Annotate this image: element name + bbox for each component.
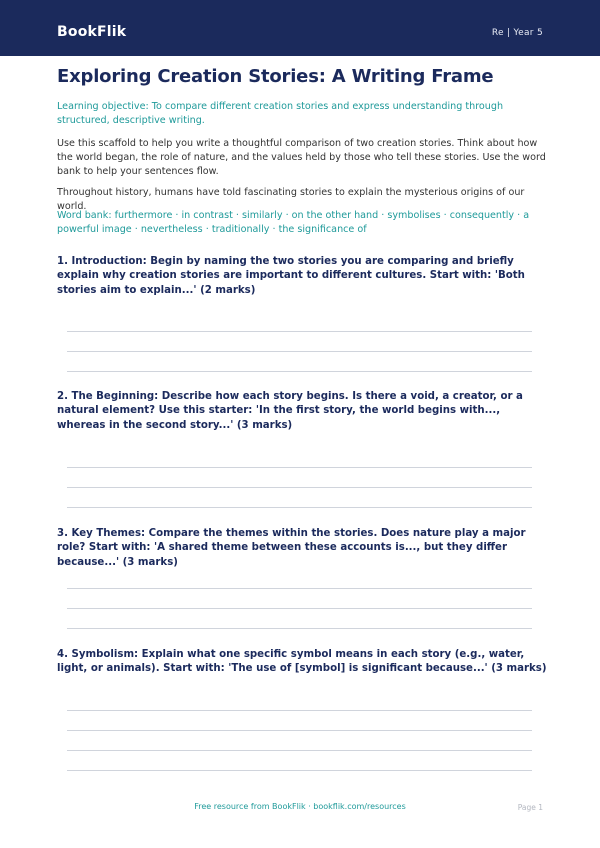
- question-4: 4. Symbolism: Explain what one specific symbol means in each story (e.g., water, light, or animals). Start with: 'The use of [symbol] is significant because...' (3 marks): [57, 649, 547, 675]
- answer-line[interactable]: [67, 371, 532, 372]
- answer-line[interactable]: [67, 331, 532, 332]
- page-title: Exploring Creation Stories: A Writing Frame: [57, 66, 494, 87]
- answer-line[interactable]: [67, 351, 532, 352]
- question-2: 2. The Beginning: Describe how each story begins. Is there a void, a creator, or a natural element? Use this starter: 'In the first story, the world begins with..., whereas in the second story...' (3 marks): [57, 391, 523, 431]
- question-1: 1. Introduction: Begin by naming the two stories you are comparing and briefly explain why creation stories are important to different cultures. Start with: 'Both stories aim to explain...' (2 marks): [57, 256, 525, 296]
- answer-line[interactable]: [67, 770, 532, 771]
- instructions-text: Use this scaffold to help you write a thoughtful comparison of two creation stories. Think about how the world began, the role of nature, and the values held by those who tell these stories. Use the word bank to help your sentences flow.: [57, 138, 546, 177]
- answer-line[interactable]: [67, 588, 532, 589]
- page-number: Page 1: [517, 803, 543, 812]
- question-3: 3. Key Themes: Compare the themes within the stories. Does nature play a major role? Start with: 'A shared theme between these accounts is..., but they differ because...' (3 marks): [57, 528, 526, 568]
- brand-logo-text: BookFlik: [57, 24, 127, 40]
- answer-line[interactable]: [67, 750, 532, 751]
- page-header: [0, 0, 600, 56]
- subject-year-label: Re | Year 5: [491, 28, 543, 38]
- learning-objective: Learning objective: To compare different creation stories and express understanding through structured, descriptive writing.: [57, 101, 504, 126]
- footer-text: Free resource from BookFlik · bookflik.com/resources: [194, 802, 406, 811]
- answer-line[interactable]: [67, 710, 532, 711]
- answer-line[interactable]: [67, 507, 532, 508]
- context-text: Throughout history, humans have told fascinating stories to explain the mysterious origins of our world.: [57, 187, 525, 212]
- answer-line[interactable]: [67, 467, 532, 468]
- word-bank: Word bank: furthermore · in contrast · similarly · on the other hand · symbolises · consequently · a powerful image · nevertheless · traditionally · the significance of: [57, 210, 530, 235]
- answer-line[interactable]: [67, 487, 532, 488]
- answer-line[interactable]: [67, 608, 532, 609]
- answer-line[interactable]: [67, 628, 532, 629]
- answer-line[interactable]: [67, 730, 532, 731]
